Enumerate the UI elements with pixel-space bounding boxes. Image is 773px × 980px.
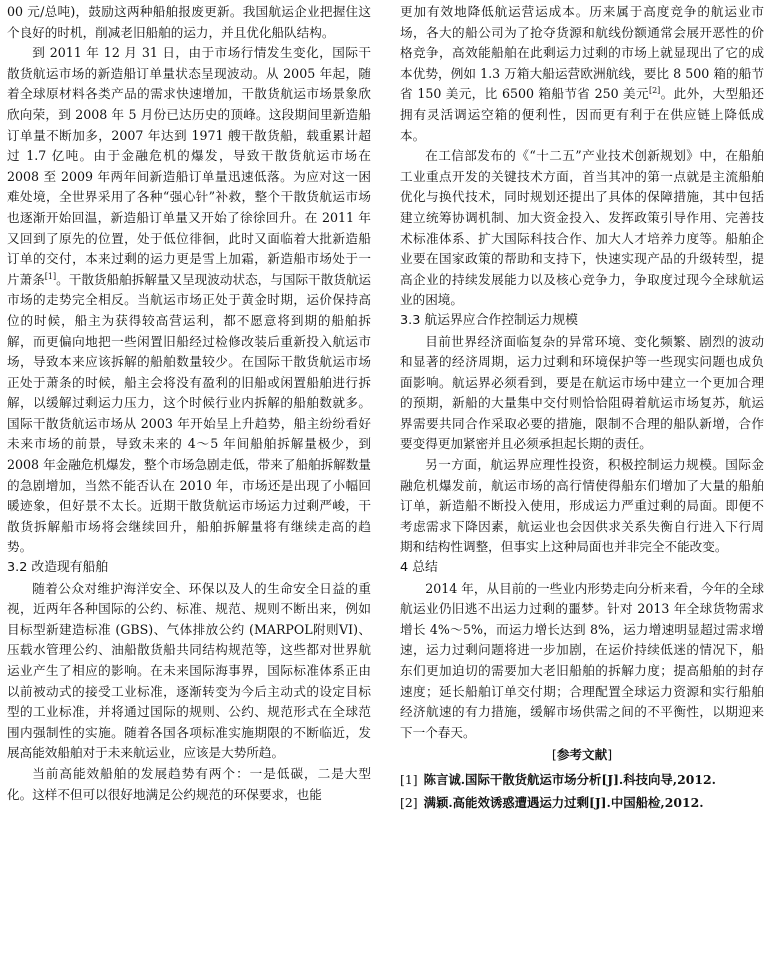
left-column [7, 2, 371, 805]
paragraph-bulk-market-2011 [7, 43, 371, 558]
text-segment: 更加有效地降低航运营运成本。历来属于高度竞争的航运业市场，各大的船公司为了抢夺货源和航线份额通常会展开恶性的价格竞争，高效能船舶在此剩运力过剩的市场上就显现出了它的成本优势，例如 1.3 万箱大船运营欧洲航线，要比 8 500 箱的船节省 150 美元，比 6500 箱船节省 250 美元 [400, 4, 764, 102]
paragraph-efficiency-trend: 当前高能效船舶的发展趋势有两个：一是低碳，二是大型化。这样不但可以很好地满足公约规范的环保要求，也能 [7, 765, 371, 802]
reference-number: [2] [400, 794, 418, 810]
references-list [400, 768, 764, 814]
paragraph-summary: 2014 年，从目前的一些业内形势走向分析来看，今年的全球航运业仍旧逃不出运力过剩的噩梦。针对 2013 年全球货物需求增长 4%～5%，而运力增长达到 8%，运力增速明显超过需求增速，运力过剩问题将进一步加剧，在运价持续低迷的情况下，船东们更加迫切的需要加大老旧船舶的拆解力度；提高船舶的封存速度；延长船舶订单交付期；合理配置全球运力资源和实行船舶经济航速的有力措施，缓解市场供需之间的不平衡性，以期迎来下一个春天。 [400, 580, 764, 740]
citation-ref-2: [2] [648, 86, 661, 96]
section-heading-3-3: 3.3 航运界应合作控制运力规模 [400, 312, 578, 328]
paragraph-cost-advantage [400, 2, 764, 146]
paragraph-scrapping-incentive: 00 元/总吨)，鼓励这两种船舶报废更新。我国航运企业把握住这个良好的时机，削减老旧船舶的运力，并且优化船队结构。 [7, 4, 371, 40]
citation-ref-1: [1] [44, 271, 57, 281]
text-segment: 。此外，大型船还拥有灵活调运空箱的便利性，因而更有利于在供应链上降低成本。 [400, 86, 764, 143]
section-heading-3-2: 3.2 改造现有船舶 [7, 560, 109, 576]
text-segment: 到 2011 年 12 月 31 日，由于市场行情发生变化，国际干散货航运市场的新造船订单量状态呈现波动。从 2005 年起，随着全球原材料各类产品的需求快速增加，干散货航运市场景象欣欣向荣，到 2008 年 5 月份已达历史的顶峰。这段期间里新造船订单量不断加多，2007 年达到 1971 艘干散货船，载重累计超过 1.7 亿吨。由于金融危机的爆发，导致干散货航运市场在 2008 至 2009 年两年间新造船订单量迅速低落。为应对这一困难处境，全世界采用了各种“强心针”补救，整个干散货航运市场也逐渐开始回温，新造船订单量又开始了徐徐回升。在 2011 年又回到了原先的位置，处于低位徘徊，此时又面临着大批新造船订单的交付，本来过剩的运力更是雪上加霜，新造船市场处于一片萧条 [7, 45, 371, 287]
paragraph-economic-environment: 目前世界经济面临复杂的异常环境、变化频繁、剧烈的波动和显著的经济周期，运力过剩和环境保护等一些现实问题也成负面影响。航运界必须看到，要是在航运市场中建立一个更加合理的预期，新船的大量集中交付则恰恰阻碍着航运市场复苏，航运界需要共同合作采取必要的措施，限制不合理的船队新增，合作要变得更加紧密并且必须承担起长期的责任。 [400, 333, 764, 452]
right-column [400, 2, 764, 814]
section-heading-4: 4 总结 [400, 560, 438, 576]
reference-item [400, 768, 764, 791]
reference-text: 满颖.高能效诱惑遭遇运力过剩[J].中国船检,2012. [423, 794, 704, 810]
references-heading: [参考文献] [551, 747, 613, 763]
reference-number: [1] [400, 771, 418, 787]
reference-text: 陈言诚.国际干散货航运市场分析[J].科技向导,2012. [423, 771, 716, 787]
paragraph-rational-investment: 另一方面，航运界应理性投资，积极控制运力规模。国际金融危机爆发前，航运市场的高行情使得船东们增加了大量的船舶订单，新造船不断投入使用，形成运力严重过剩的局面。即便不考虑需求下降因素，航运业也会因供求关系失衡自行进入下行周期和结构性调整，但事实上这种局面也并非完全不能改变。 [400, 457, 764, 555]
paragraph-innovation-plan: 在工信部发布的《“十二五”产业技术创新规划》中，在船舶工业重点开发的关键技术方面，首当其冲的第一点就是主流船舶优化与换代技术，同时规划还提出了具体的保障措施，其中包括建立统筹协调机制、加大资金投入、发挥政策引导作用、完善技术标准体系、扩大国际科技合作、加大人才培养力度等。船舶企业要在国家政策的帮助和支持下，快速实现产品的升级转型，提高企业的持续发展能力以及核心竞争力，争取度过现今全球航运业的困境。 [400, 148, 764, 308]
references-title: 参考文献 [556, 747, 608, 763]
paragraph-standards: 随着公众对维护海洋安全、环保以及人的生命安全日益的重视，近两年各种国际的公约、标准、规范、规则不断出来，例如目标型新建造标准 (GBS)、气体排放公约 (MARPOL附则VI)、压载水管理公约、油船散货船共同结构规范等，这些都对世界航运业产生了相应的影响。在未来国际海事界，国际标准体系正由以前被动式的接受工业标准，逐渐转变为今后主动式的设定目标型的工业标准，并将通过国际的规则、公约、规范形式在全球范围内强制性的实施。随着各国各项标准实施期限的不断临近，发展高能效船舶对于未来航运业，应该是大势所趋。 [7, 580, 371, 761]
text-segment: 。干散货船舶拆解量又呈现波动状态，与国际干散货航运市场的走势完全相反。当航运市场正处于黄金时期，运价保持高位的时候，船主为获得较高营运利，都不愿意将到期的船舶拆解，而更偏向地把一些闲置旧船经过检修改装后重新投入航运市场，导致本来应该拆解的船舶数量较少。在国际干散货航运市场正处于萧条的时候，船主会将没有盈利的旧船或闲置船舶进行拆解，以缓解过剩运力压力，这个时候行业内拆解的船舶数就多。国际干散货航运市场从 2003 年开始呈上升趋势，船主纷纷看好未来市场的前景，导致未来的 4～5 年间船舶拆解量极少，到 2008 年金融危机爆发，整个市场急剧走低，带来了船舶拆解数量的急剧增加，当然不能否认在 2010 年，市场还是出现了小幅回暖迹象，但好景不太长。近期干散货航运市场运力过剩严峻，干散货拆解船市场将会继续回升，船舶拆解量将有继续走高的趋势。 [7, 271, 372, 555]
reference-item [400, 791, 764, 814]
